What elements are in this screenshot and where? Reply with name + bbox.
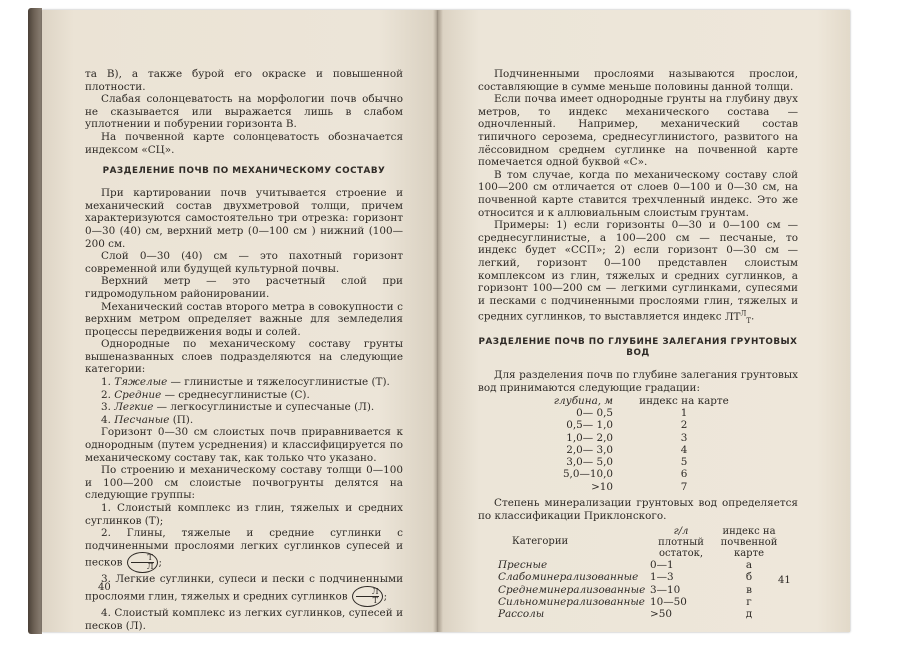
table-cell: Сильноминерализованные (498, 596, 645, 609)
paragraph: При картировании почв учитывается строение и механический состав двухметровой толщи, причем характеризуются самостоятельно три отрезка: горизонт 0—30 (40) см, верхний метр (0—100 см ) нижний (100—200 см. (85, 187, 403, 250)
column-header-label: плотный остаток, (658, 537, 704, 560)
category-number: 3. (101, 401, 111, 414)
table-cell: 6 (680, 468, 688, 481)
table-cell: 5,0—10,0 (562, 468, 613, 481)
category-desc: — легкосуглинистые и супесчаные (Л). (153, 401, 375, 414)
table-row (518, 432, 729, 444)
paragraph: Для разделения почв по глубине залегания грунтовых вод принимаются следующие градации: (478, 369, 798, 395)
paragraph: В том случае, когда по механическому составу слой 100—200 см отличается от слоев 0—100 и 0—30 см, на почвенной карте ставится трехчленный индекс. Это же относится и к аллювиальным слоистым грунтам. (478, 168, 798, 219)
paragraph: По строению и механическому составу толщи 0—100 и 100—200 см слоистые почвогрунты делятся на следующие группы: (85, 464, 403, 502)
paragraph: Слой 0—30 (40) см — это пахотный горизонт современной или будущей культурной почвы. (85, 250, 403, 275)
table-cell: д (745, 608, 753, 621)
group-item: 3. Легкие суглинки, супеси и пески с подчиненными прослоями глин, тяжелых и средних суглинков $\frac{Л}{Т}$ ; (85, 573, 403, 605)
section-heading: РАЗДЕЛЕНИЕ ПОЧВ ПО МЕХАНИЧЕСКОМУ СОСТАВУ (102, 166, 386, 177)
table-cell: >10 (591, 480, 613, 493)
fraction-denominator: Т (372, 595, 378, 605)
table-row (518, 456, 729, 468)
table-cell: 4 (680, 443, 688, 456)
category-item (85, 401, 403, 414)
table-cell: 2,0— 3,0 (566, 443, 613, 456)
category-desc: — глинистые и тяжелосуглинистые (Т). (167, 376, 390, 389)
table-cell: Рассолы (498, 608, 545, 621)
category-name: Средние (114, 388, 162, 401)
table-row (518, 468, 729, 480)
index-subscript: Т (746, 316, 751, 325)
fraction-numerator: Л (356, 588, 379, 597)
category-item (85, 389, 403, 402)
book-gutter (433, 10, 443, 632)
table-cell: а (745, 559, 753, 572)
table-cell: >50 (650, 608, 672, 621)
table-row (498, 584, 786, 596)
table-cell: 1—3 (650, 571, 674, 584)
table-row (498, 559, 786, 571)
fraction-formula (352, 586, 383, 607)
paragraph: Слабая солонцеватость на морфологии почв обычно не сказывается или выражается лишь в слабом уплотнении и побурении горизонта В. (85, 93, 403, 131)
table-cell: б (745, 571, 753, 584)
book-cover-edge (28, 8, 42, 634)
index-letters: ЛТ (724, 310, 741, 323)
fraction-formula (127, 552, 158, 573)
table-header (518, 395, 729, 407)
column-header: индекс на карте (639, 394, 729, 407)
fraction-numerator: Т (131, 554, 154, 563)
table-cell: 0,5— 1,0 (566, 419, 613, 432)
paragraph: та В), а также бурой его окраске и повышенной плотности. (85, 68, 403, 93)
table-row (498, 608, 786, 620)
category-number: 2. (101, 388, 111, 401)
table-row (498, 596, 786, 608)
table-row (498, 571, 786, 583)
paragraph: Механический состав второго метра в совокупности с верхним метром определяет важные для земледелия процессы передвижения воды и солей. (85, 300, 403, 338)
table-row (518, 419, 729, 431)
paragraph: Горизонт 0—30 см слоистых почв приравнивается к однородным (путем усреднения) и классифицируется по механическому составу так, как только что указано. (85, 426, 403, 464)
table-cell: г (746, 596, 752, 609)
table-cell: 10—50 (650, 596, 687, 609)
table-row (518, 444, 729, 456)
table-cell: 1 (680, 406, 688, 419)
paragraph: 1. Слоистый комплекс из глин, тяжелых и средних суглинков (Т); (85, 502, 403, 527)
table-header (498, 526, 786, 559)
paragraph: Верхний метр — это расчетный слой при гидромодульном районировании. (85, 275, 403, 300)
category-name: Легкие (114, 401, 154, 414)
table-cell: 3 (680, 431, 688, 444)
category-number: 1. (101, 376, 111, 389)
category-desc: — среднесуглинистые (С). (161, 388, 310, 401)
table-cell: 2 (680, 419, 688, 432)
depth-table (518, 395, 729, 493)
group-text: 2. Глины, тяжелые и средние суглинки с подчиненными прослоями легких суглинков супесей и песков (85, 527, 403, 569)
paragraph: Примеры: 1) если горизонты 0—30 и 0—100 см — среднесуглинистые, а 100—200 см — песчаные, то индекс будет «ССП»; 2) если горизонт 0—30 см — легкий, горизонт 0—100 представлен слоистым комплексом из глин, тяжелых и средних суглинков, а горизонт 100—200 см — легкими суглинками, супесями и песками с подчиненными прослоями глин, тяжелых и средних суглинков, то выставляется индекс $ЛТ^Л_Т$. (478, 219, 798, 325)
left-page-text (85, 68, 403, 632)
index-superscript: Л (740, 309, 747, 318)
paragraph: На почвенной карте солонцеватость обозначается индексом «СЦ». (85, 130, 403, 156)
paragraph: Если почва имеет однородные грунты на глубину двух метров, то индекс механического состава — одночленный. Например, механический состав типичного серозема, среднесуглинистого, развитого на лёссовидном среднем суглинке на почвенной карте помечается одной буквой «С». (478, 93, 798, 169)
category-item (85, 414, 403, 427)
table-cell: 7 (680, 480, 688, 493)
table-cell: 0—1 (650, 559, 674, 572)
table-row (518, 481, 729, 493)
table-cell: Пресные (498, 559, 548, 572)
category-item (85, 376, 403, 389)
table-cell: Среднеминерализованные (498, 583, 646, 596)
paragraph-text: Примеры: 1) если горизонты 0—30 и 0—100 см — среднесуглинистые, а 100—200 см — песчаные, то индекс будет «ССП»; 2) если горизонт 0—30 см — легкий, горизонт 0—100 представлен слоистым комплексом из глин, тяжелых и средних суглинков, а горизонт 100—200 см — легкими суглинками, супесями и песками с подчиненными прослоями глин, тяжелых и средних суглинков, то выставляется индекс (478, 219, 798, 323)
units-label: г/л (673, 526, 689, 538)
fraction-denominator: Л (146, 562, 154, 572)
category-number: 4. (101, 413, 111, 426)
mineralization-table (498, 526, 786, 620)
group-item: 2. Глины, тяжелые и средние суглинки с подчиненными прослоями легких суглинков супесей и песков $\frac{Т}{Л}$ ; (85, 527, 403, 572)
index-example (725, 311, 751, 323)
table-cell: Слабоминерализованные (498, 571, 639, 584)
category-desc: (П). (169, 413, 194, 426)
paragraph: Степень минерализации грунтовых вод определяется по классификации Приклонского. (478, 496, 798, 522)
group-text: 3. Легкие суглинки, супеси и пески с подчиненными прослоями глин, тяжелых и средних суглинков (85, 573, 403, 603)
category-name: Тяжелые (114, 376, 168, 389)
page-number: 41 (778, 575, 791, 586)
table-row (518, 407, 729, 419)
page-number: 40 (98, 582, 111, 593)
paragraph: 4. Слоистый комплекс из легких суглинков, супесей и песков (Л). (85, 606, 403, 632)
column-header: глубина, м (553, 394, 613, 407)
table-cell: 3,0— 5,0 (566, 456, 613, 469)
table-cell: в (746, 583, 752, 596)
column-header: Категории (512, 536, 569, 548)
section-heading: РАЗДЕЛЕНИЕ ПОЧВ ПО ГЛУБИНЕ ЗАЛЕГАНИЯ ГРУНТОВЫХ ВОД (478, 337, 798, 359)
table-cell: 0— 0,5 (576, 406, 613, 419)
column-header (650, 526, 712, 559)
right-page-text (478, 68, 798, 621)
category-name: Песчаные (114, 413, 170, 426)
paragraph: Однородные по механическому составу грунты вышеназванных слоев подразделяются на следующие категории: (85, 338, 403, 376)
column-header: индекс на почвенной карте (720, 526, 778, 560)
paragraph: Подчиненными прослоями называются прослои, составляющие в сумме меньше половины данной толщи. (478, 68, 798, 93)
table-cell: 5 (680, 456, 688, 469)
table-cell: 1,0— 2,0 (566, 431, 613, 444)
table-cell: 3—10 (650, 583, 681, 596)
